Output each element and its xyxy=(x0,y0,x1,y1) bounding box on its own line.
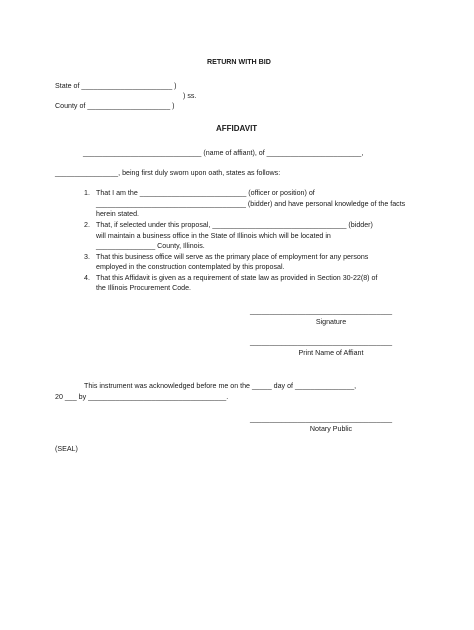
signature-label: Signature xyxy=(315,318,347,326)
item-number: 1. xyxy=(84,189,90,197)
item-2-line-3: _______________ County, Illinois. xyxy=(96,242,205,250)
seal-label: (SEAL) xyxy=(55,445,78,453)
notary-label: Notary Public xyxy=(309,425,353,433)
item-1-line-1: That I am the ___________________________ (officer or position) of xyxy=(96,189,315,197)
item-3-line-2: employed in the construction contemplated by this proposal. xyxy=(96,263,285,271)
intro-line-2: ________________, being first duly sworn upon oath, states as follows: xyxy=(55,169,281,177)
intro-line-1: ______________________________ (name of affiant), of ________________________, xyxy=(83,149,364,157)
item-1-line-2: ______________________________________ (bidder) and have personal knowledge of the facts xyxy=(96,200,406,208)
state-line: State of _______________________ ) xyxy=(55,82,177,90)
ss-line: ) ss. xyxy=(183,92,197,100)
item-3-line-1: That this business office will serve as the primary place of employment for any persons xyxy=(96,253,369,261)
return-with-bid-header: RETURN WITH BID xyxy=(207,58,271,66)
print-name-label: Print Name of Affiant xyxy=(298,349,364,357)
item-4-line-1: That this Affidavit is given as a requirement of state law as provided in Section 30-22(8) of xyxy=(96,274,378,282)
acknowledgment-line-2: 20 ___ by ___________________________________. xyxy=(55,393,229,401)
item-2-line-1: That, if selected under this proposal, __________________________________ (bidder) xyxy=(96,221,373,229)
signature-line: ____________________________________ xyxy=(250,307,393,315)
item-4-line-2: the Illinois Procurement Code. xyxy=(96,284,192,292)
item-number: 2. xyxy=(84,221,90,229)
print-name-line: ____________________________________ xyxy=(250,338,393,346)
item-1-line-3: herein stated. xyxy=(96,210,139,218)
document-title: AFFIDAVIT xyxy=(216,124,258,133)
acknowledgment-line-1: This instrument was acknowledged before me on the _____ day of _______________, xyxy=(84,382,357,390)
item-number: 3. xyxy=(84,253,90,261)
item-2-line-2: will maintain a business office in the State of Illinois which will be located in xyxy=(96,232,331,240)
county-line: County of _____________________ ) xyxy=(55,102,175,110)
notary-line: ____________________________________ xyxy=(250,415,393,423)
item-number: 4. xyxy=(84,274,90,282)
